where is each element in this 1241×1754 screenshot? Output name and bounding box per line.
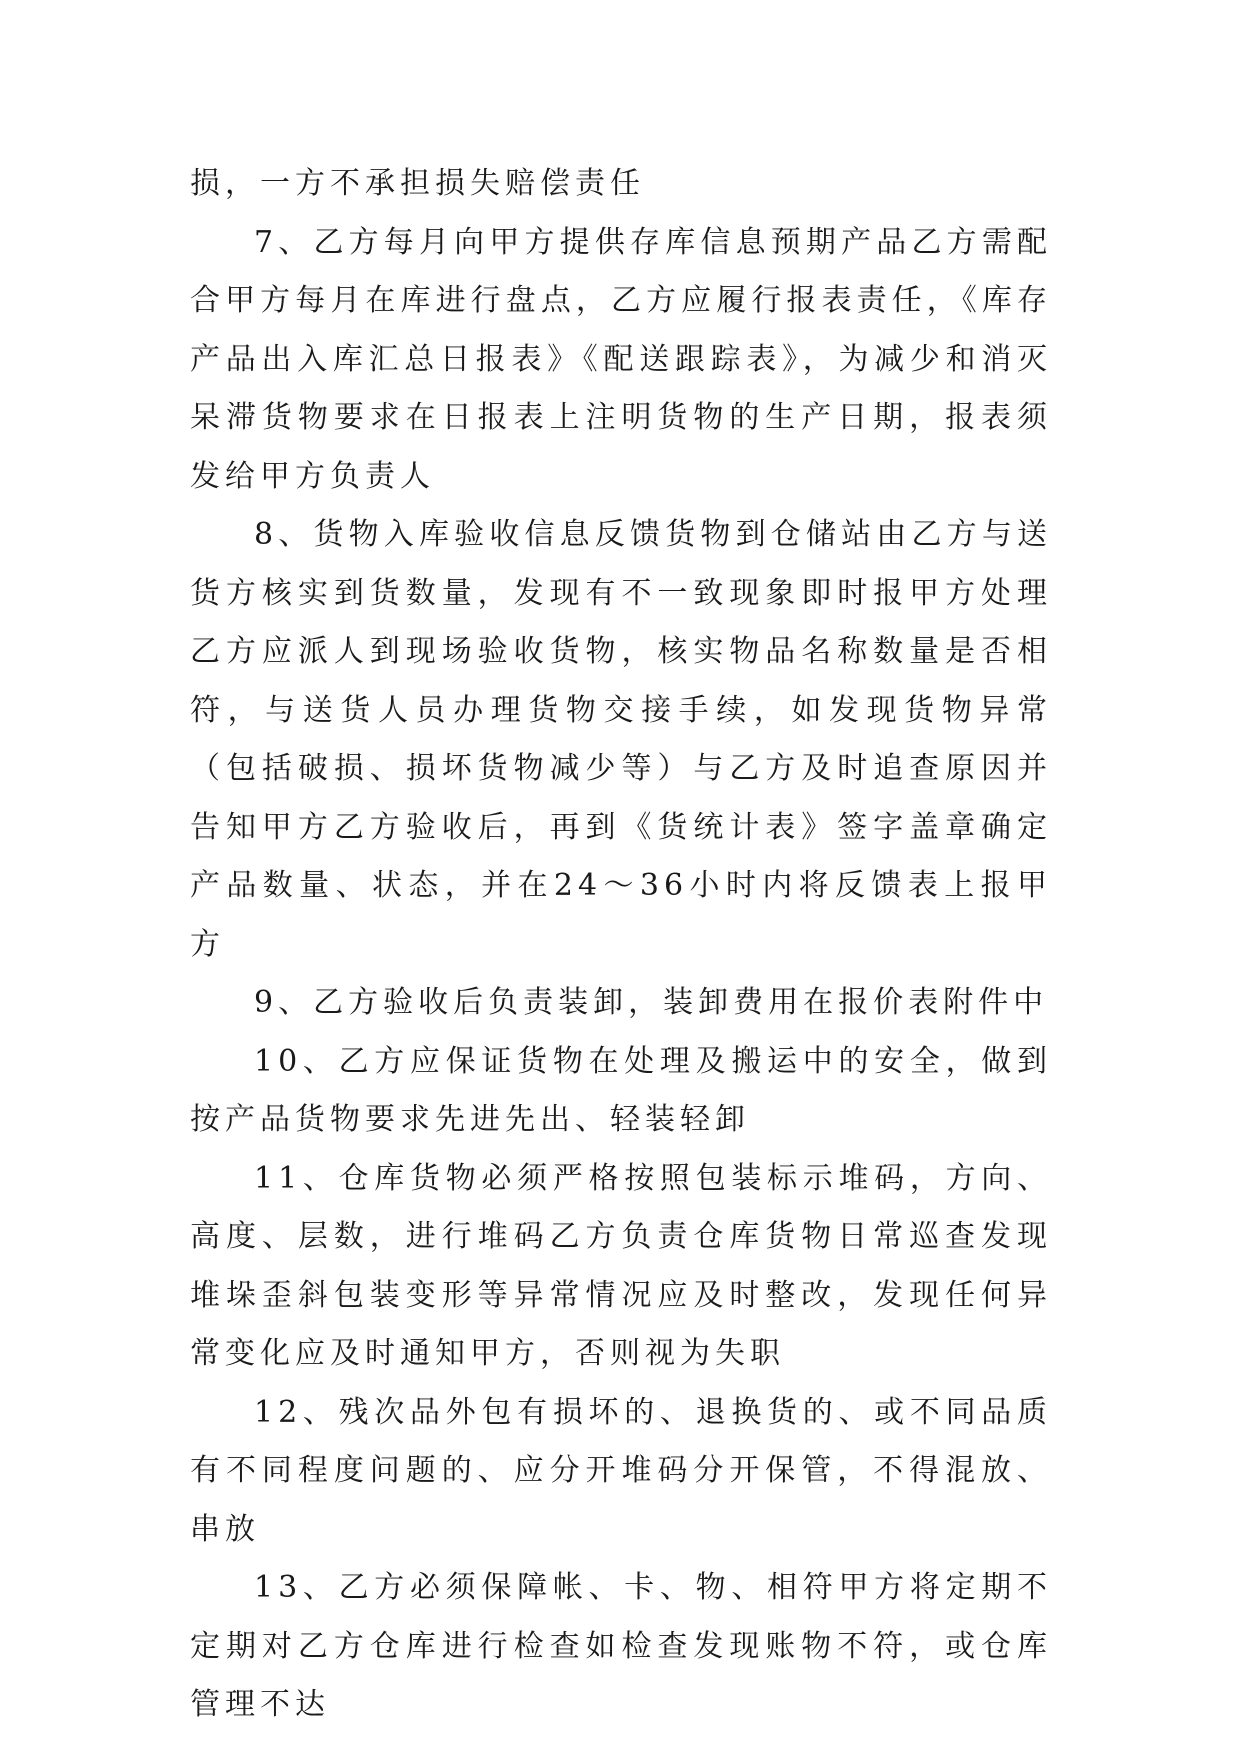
document-body bbox=[190, 155, 1052, 1735]
paragraph-continuation: 损，一方不承担损失赔偿责任 bbox=[190, 166, 645, 201]
paragraph-item-7: 7、乙方每月向甲方提供存库信息预期产品乙方需配合甲方每月在库进行盘点，乙方应履行报表责任，《库存产品出入库汇总日报表》《配送跟踪表》，为减少和消灭呆滞货物要求在日报表上注明货物的生产日期，报表须发给甲方负责人 bbox=[190, 224, 1052, 494]
paragraph-item-12: 12、残次品外包有损坏的、退换货的、或不同品质有不同程度问题的、应分开堆码分开保管，不得混放、串放 bbox=[190, 1394, 1052, 1547]
paragraph-item-8: 8、货物入库验收信息反馈货物到仓储站由乙方与送货方核实到货数量，发现有不一致现象即时报甲方处理乙方应派人到现场验收货物，核实物品名称数量是否相符，与送货人员办理货物交接手续，如发现货物异常（包括破损、损坏货物减少等）与乙方及时追查原因并告知甲方乙方验收后，再到《货统计表》签字盖章确定产品数量、状态，并在24～36小时内将反馈表上报甲方 bbox=[190, 517, 1052, 962]
paragraph-item-11: 11、仓库货物必须严格按照包装标示堆码，方向、高度、层数，进行堆码乙方负责仓库货物日常巡查发现堆垛歪斜包装变形等异常情况应及时整改，发现任何异常变化应及时通知甲方，否则视为失职 bbox=[190, 1160, 1052, 1371]
paragraph-item-9: 9、乙方验收后负责装卸，装卸费用在报价表附件中 bbox=[254, 985, 1049, 1020]
paragraph-item-13: 13、乙方必须保障帐、卡、物、相符甲方将定期不定期对乙方仓库进行检查如检查发现账物不符，或仓库管理不达 bbox=[190, 1570, 1052, 1722]
paragraph-item-10: 10、乙方应保证货物在处理及搬运中的安全，做到按产品货物要求先进先出、轻装轻卸 bbox=[190, 1043, 1052, 1137]
